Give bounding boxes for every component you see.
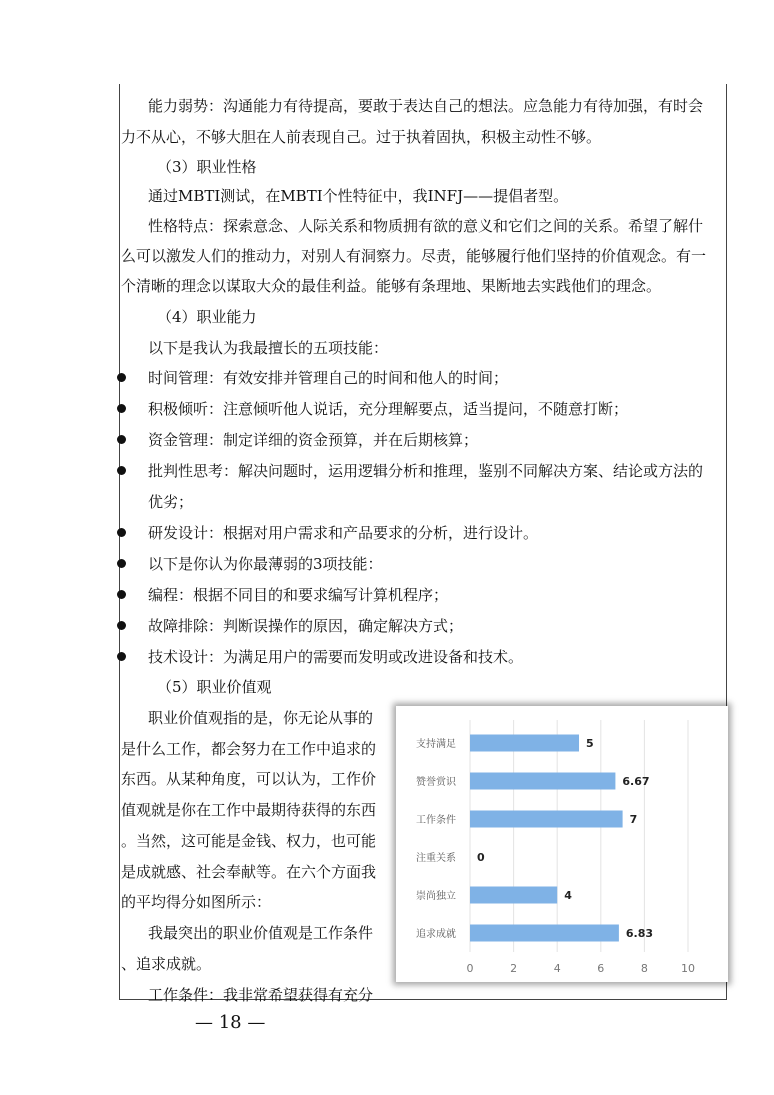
career-values-chart bbox=[396, 706, 728, 982]
text-line: 值观就是你在工作中最期待获得的东西 bbox=[121, 801, 377, 819]
text-line: 力不从心，不够大胆在人前表现自己。过于执着固执，积极主动性不够。 bbox=[121, 128, 602, 146]
text-line: 。当然，这可能是金钱、权力，也可能 bbox=[121, 832, 377, 850]
bullet-item: 积极倾听：注意倾听他人说话，充分理解要点，适当提问，不随意打断； bbox=[148, 400, 629, 418]
bullet-item-continuation: 优劣； bbox=[148, 493, 194, 511]
text-line: 么可以激发人们的推动力，对别人有洞察力。尽责，能够履行他们坚持的价值观念。有一 bbox=[121, 247, 707, 265]
subheading-career-personality: （3）职业性格 bbox=[157, 158, 257, 176]
text-line: 以下是我认为我最擅长的五项技能： bbox=[148, 339, 389, 357]
bullet-item: 以下是你认为你最薄弱的3项技能： bbox=[148, 555, 383, 573]
text-line: 、追求成就。 bbox=[121, 955, 212, 973]
x-tick-label: 4 bbox=[553, 962, 561, 975]
category-label: 崇尚独立 bbox=[416, 891, 456, 902]
text-line: 的平均得分如图所示： bbox=[121, 893, 272, 911]
data-label: 6.67 bbox=[622, 775, 650, 788]
bullet-item: 编程：根据不同目的和要求编写计算机程序； bbox=[148, 586, 449, 604]
bullet-item: 技术设计：为满足用户的需要而发明或改进设备和技术。 bbox=[148, 648, 524, 666]
page-number: — 18 — bbox=[195, 1012, 266, 1033]
x-tick-label: 0 bbox=[466, 962, 474, 975]
bar-chart-svg bbox=[396, 706, 728, 982]
text-line: 能力弱势：沟通能力有待提高，要敢于表达自己的想法。应急能力有待加强，有时会 bbox=[148, 97, 704, 115]
text-line: 东西。从某种角度，可以认为，工作价 bbox=[121, 770, 377, 788]
bullet-dot bbox=[117, 621, 126, 630]
text-line: 职业价值观指的是，你无论从事的 bbox=[148, 709, 374, 727]
bar bbox=[470, 811, 623, 828]
bar bbox=[470, 735, 579, 752]
subheading-career-ability: （4）职业能力 bbox=[157, 308, 257, 326]
x-tick-label: 8 bbox=[640, 962, 648, 975]
bullet-item: 时间管理：有效安排并管理自己的时间和他人的时间； bbox=[148, 369, 509, 387]
data-label: 0 bbox=[477, 851, 485, 864]
bullet-dot bbox=[117, 652, 126, 661]
category-label: 追求成就 bbox=[416, 929, 456, 940]
bullet-item: 研发设计：根据对用户需求和产品要求的分析，进行设计。 bbox=[148, 524, 539, 542]
bar bbox=[470, 925, 619, 942]
data-label: 4 bbox=[564, 889, 572, 902]
data-label: 7 bbox=[629, 813, 638, 826]
x-tick-label: 2 bbox=[510, 962, 518, 975]
category-label: 支持满足 bbox=[416, 739, 456, 750]
bullet-dot bbox=[117, 528, 126, 537]
text-line: 工作条件：我非常希望获得有充分 bbox=[148, 986, 374, 1004]
bar bbox=[470, 773, 615, 790]
bullet-item: 故障排除：判断误操作的原因，确定解决方式； bbox=[148, 617, 464, 635]
x-tick-label: 10 bbox=[681, 962, 695, 975]
text-line: 是成就感、社会奉献等。在六个方面我 bbox=[121, 863, 377, 881]
bar bbox=[470, 887, 557, 904]
bullet-dot bbox=[117, 590, 126, 599]
bullet-dot bbox=[117, 435, 126, 444]
bullet-dot bbox=[117, 404, 126, 413]
data-label: 5 bbox=[586, 737, 594, 750]
text-line: 性格特点：探索意念、人际关系和物质拥有欲的意义和它们之间的关系。希望了解什 bbox=[148, 217, 704, 235]
text-line: 个清晰的理念以谋取大众的最佳利益。能够有条理地、果断地去实践他们的理念。 bbox=[121, 277, 662, 295]
text-line: 我最突出的职业价值观是工作条件 bbox=[148, 924, 374, 942]
bullet-item: 批判性思考：解决问题时，运用逻辑分析和推理，鉴别不同解决方案、结论或方法的 bbox=[148, 462, 704, 480]
category-label: 注重关系 bbox=[416, 853, 456, 864]
bullet-dot bbox=[117, 466, 126, 475]
category-label: 工作条件 bbox=[416, 815, 456, 826]
text-line: 是什么工作，都会努力在工作中追求的 bbox=[121, 740, 377, 758]
category-label: 赞誉赏识 bbox=[416, 777, 456, 788]
data-label: 6.83 bbox=[625, 927, 654, 940]
text-line: 通过MBTI测试，在MBTI个性特征中，我INFJ——提倡者型。 bbox=[148, 187, 569, 205]
subheading-career-values: （5）职业价值观 bbox=[157, 678, 272, 696]
bullet-dot bbox=[117, 559, 126, 568]
bullet-dot bbox=[117, 373, 126, 382]
bullet-item: 资金管理：制定详细的资金预算，并在后期核算； bbox=[148, 431, 479, 449]
x-tick-label: 6 bbox=[597, 962, 605, 975]
